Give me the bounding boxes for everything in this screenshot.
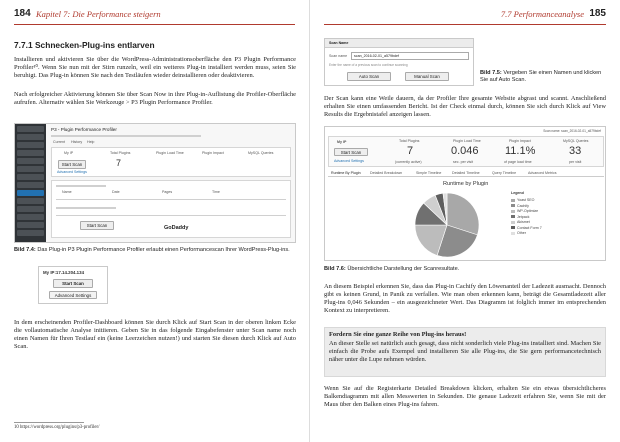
paragraph: Wenn Sie auf die Registerkarte Detailed Breakdown klicken, erhalten Sie ein etwas übersichtlicheres Balkendiagramm mit allen Messwerten in Sekunden. Die genaue Ladezeit erfahren Sie, wenn Sie mit der Maus über den Balken eines Plug-ins fahren. [324,385,606,409]
legend-item [511,198,534,203]
right-page [310,0,620,442]
advanced-settings-link[interactable]: Advanced Settings [57,170,87,174]
footnote: 10 https://wordpress.org/plugins/p3-profiler/ [14,425,100,430]
paragraph: Nach erfolgreicher Aktivierung können Sie über Scan Now in ihre Plug-in-Auflistung die Profiler-Oberfläche aufrufen. Alternativ wählen Sie Werkzeuge > P3 Plugin Performance Profiler. [14,91,296,107]
legend-item [511,220,530,225]
tip-title: Fordern Sie eine ganze Reihe von Plug-ins heraus! [329,331,467,338]
paragraph: Der Scan kann eine Weile dauern, da der Profiler Ihre gesamte Website abgrast und scannt. Anschließend erhalten Sie einen umfassenden Bericht. Ist der Check einmal durch, können Sie sich durch Klick auf View Results die Ergebnistafel anzeigen lassen. [324,95,606,119]
stat-label: MySQL Queries [563,139,589,143]
legend-label: Contact Form 7 [517,225,542,230]
stat-label: Total Plugins [110,151,131,155]
start-scan-button[interactable]: Start Scan [334,148,368,156]
section-heading: 7.7.1 Schnecken-Plug-ins entlarven [14,40,155,50]
paragraph: In dem erscheinenden Profiler-Dashboard können Sie durch Klick auf Start Scan in der oberen linken Ecke die vollautomatische Analyse initiieren. Geben Sie in das folgende Eingabefenster unter Scan name noch einen Namen für Ihren Testlauf ein (keine Leerzeichen nutzen!) und starten Sie diesen durch Klick auf Auto Scan. [14,319,296,351]
ip-label: My IP:17.14.204.134 [43,270,85,275]
figure-caption [14,247,296,254]
legend-item [511,215,529,220]
scan-history-table [51,180,291,238]
column-header: Date [112,190,120,194]
dialog-hint: Enter the name of a previous scan to continue scanning [329,63,408,67]
legend-item [511,231,526,236]
table-row [56,207,116,209]
tab-help[interactable]: Help [87,140,95,144]
stat-label: Plugin Load Time [453,139,481,143]
figure-label: Bild 7.4: [14,247,36,253]
runtime-pie-chart [385,191,515,259]
paragraph: Installieren und aktivieren Sie über die WordPress-Administrationsoberfläche den P3 Plugin Performance Profiler¹⁰. Wenn Sie nun mit der Stirn runzeln, weil ein weiteres Plug-in installiert werden muss, seien Sie beruhigt. Das Plug-in können Sie nach den Testläufen wieder deinstallieren oder deaktivieren. [14,56,296,80]
tip-box [324,327,606,377]
stat-unit: of page load time [504,160,532,164]
tab-query-timeline[interactable]: Query Timeline [492,171,517,175]
figure-label: Bild 7.6: [324,266,346,272]
tip-text: An dieser Stelle sei natürlich auch gesagt, dass nicht sonderlich viele Plug-ins installiert sind. Machen Sie einfach die Probe aufs Exempel und installieren Sie alle Plug-ins, die Sie gern performancetechnisch näher unter die Lupe nehmen würden. [329,340,601,364]
legend-label: Other [517,231,526,235]
figure-caption [480,70,604,84]
stat-value: 7 [407,145,414,157]
legend-swatch [511,210,515,213]
manual-scan-button[interactable]: Manual Scan [405,72,449,81]
screen-title: P3 - Plugin Performance Profiler [51,127,117,132]
stat-unit: sec. per visit [453,160,473,164]
stats-panel [328,136,604,167]
page-number: 185 [589,8,606,19]
column-header: Pages [162,190,173,194]
table-title-bar [56,185,106,187]
advanced-settings-link[interactable]: Advanced Settings [334,159,364,163]
figure-label: Bild 7.5: [480,70,502,76]
column-header: Name [62,190,72,194]
stat-value: 33 [569,145,582,157]
page-number: 184 [14,8,31,19]
start-scan-button[interactable]: Start Scan [80,221,114,230]
legend-swatch [511,204,515,207]
legend-item [511,226,542,231]
chart-legend [507,191,567,243]
advanced-settings-button[interactable]: Advanced Settings [49,291,97,299]
legend-swatch [511,226,515,229]
field-label: Scan name [329,54,348,58]
tab-runtime-by-plugin[interactable]: Runtime By Plugin [331,171,361,175]
start-scan-button[interactable]: Start Scan [53,279,93,288]
stat-label-ip: My IP [337,140,347,144]
stat-label: Plugin Impact [509,139,531,143]
start-scan-button[interactable]: Start Scan [58,160,86,169]
legend-label: WP-Optimize [517,209,539,213]
start-scan-screenshot [38,266,108,304]
figure-caption [324,266,606,273]
results-screenshot [324,126,606,261]
stat-unit: per visit [569,160,582,164]
stat-label: MySQL Queries [248,151,274,155]
profiler-screenshot [14,123,296,243]
stat-unit: (currently active) [395,160,422,164]
stat-value: 0.046 [451,145,479,157]
right-header [324,9,606,23]
scan-name-value: scan_2016-02-01_a579bdef [354,54,399,58]
tab-advanced-metrics[interactable]: Advanced Metrics [528,171,557,175]
column-header: Time [212,190,220,194]
table-divider [56,215,286,216]
tab-simple-timeline[interactable]: Simple Timeline [416,171,442,175]
left-header [14,9,295,23]
tab-current[interactable]: Current [53,140,65,144]
stat-label: Plugin Load Time [156,151,184,155]
caption-text: Übersichtliche Darstellung der Scanresultate. [347,266,460,272]
stats-panel [51,147,291,177]
legend-item [511,204,529,209]
tab-detailed-timeline[interactable]: Detailed Timeline [452,171,480,175]
legend-swatch [511,199,515,202]
legend-label: Yoast SEO [517,198,535,202]
godaddy-logo: GoDaddy [164,225,189,231]
scan-name-label: Scan name: scan_2016-02-01_a579bdef [543,129,601,133]
table-divider [56,199,286,200]
legend-label: Jetpack [517,214,530,219]
dialog-title: Scan Name [329,41,349,45]
stat-label-ip: My IP [64,151,74,155]
caption-text: Vergeben Sie einen Namen und klicken Sie auf Auto Scan. [480,70,602,84]
scan-name-dialog [324,38,474,86]
header-rule [14,24,295,25]
paragraph: An diesem Beispiel erkennen Sie, dass das Plug-in Cachify den Löwenanteil der Ladezeit ausmacht. Dennoch gibt es keinen Grund, in Panik zu verfallen. Wie man oben erkennen kann, beträgt die Gesamtladezeit aller Plug-ins 0,046 Sekunden – ein ausgezeichneter Wert. Das Diagramm ist folglich immer im entsprechenden Kontext zu interpretieren. [324,283,606,315]
legend-title: Legend [511,191,524,195]
auto-scan-button[interactable]: Auto Scan [347,72,391,81]
notice-bar [51,135,201,137]
scan-name-input[interactable] [351,52,469,60]
legend-swatch [511,232,515,235]
legend-swatch [511,221,515,224]
header-rule [324,24,606,25]
running-title: 7.7 Performanceanalyse [500,9,584,19]
legend-swatch [511,215,515,218]
tab-detailed-breakdown[interactable]: Detailed Breakdown [370,171,403,175]
caption-text: Das Plug-in P3 Plugin Performance Profiler erlaubt einen Performancescan Ihrer WordPress-Plug-ins. [37,247,290,253]
stat-label: Plugin Impact [202,151,224,155]
stat-label: Total Plugins [399,139,420,143]
results-tabs [328,170,604,177]
chart-title: Runtime by Plugin [443,181,489,187]
tab-history[interactable]: History [71,140,83,144]
wp-admin-sidebar [15,124,46,242]
legend-label: Akismet [517,220,530,224]
legend-item [511,209,538,214]
legend-label: Cachify [517,203,529,208]
running-title: Kapitel 7: Die Performance steigern [36,9,161,19]
footnote-rule [14,422,84,423]
stat-value: 7 [116,158,122,168]
stat-value: 11.1% [505,145,536,157]
